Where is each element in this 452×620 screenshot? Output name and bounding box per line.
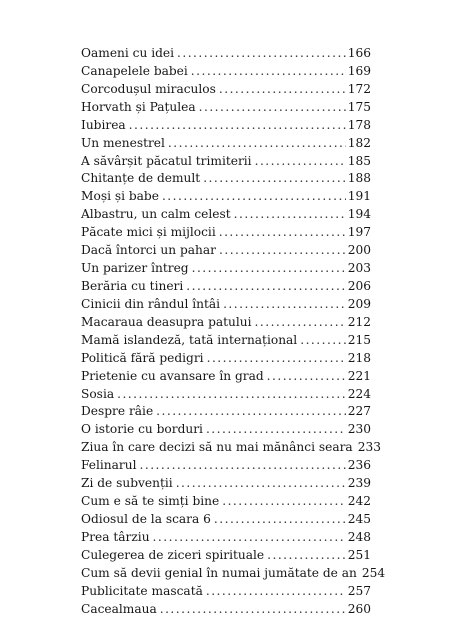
toc-entry-title: Horvath și Pațulea [81,99,196,114]
toc-entry-title: Cum e să te simți bine [81,494,220,509]
toc-entry [81,82,371,100]
toc-entry [81,565,386,584]
toc-dot-leader [214,512,346,526]
toc-entry-page-number: 185 [347,153,371,168]
toc-entry-title: Odiosul de la scara 6 [81,511,211,526]
toc-entry-page-number: 233 [357,440,381,455]
toc-dot-leader [177,46,346,60]
toc-entry-title: Mamă islandeză, tată internațional [81,332,298,347]
toc-entry-page-number: 175 [347,99,371,114]
toc-entry-title: Prea târziu [81,529,150,544]
toc-entry [81,46,371,64]
toc-entry-page-number: 260 [347,601,371,616]
toc-entry-page-number: 172 [347,81,371,96]
toc-entry-page-number: 251 [347,547,371,562]
toc-dot-leader [206,422,346,436]
toc-entry [81,333,371,351]
toc-entry-title: Cum să devii genial în numai jumătate de an [81,565,357,580]
toc-entry-title: Chitanțe de demult [81,171,201,186]
toc-entry [81,404,371,422]
toc-entry [81,261,371,279]
toc-entry-page-number: 248 [347,529,371,544]
toc-entry-page-number: 236 [347,458,371,473]
toc-dot-leader [267,369,346,383]
toc-entry-title: Un menestrel [81,135,165,150]
toc-dot-leader [191,64,346,78]
toc-dot-leader [206,584,346,598]
toc-entry-title: Zi de subvenții [81,476,173,491]
toc-entry-title: Dacă întorci un pahar [81,243,216,258]
toc-entry-title: A săvârșit păcatul trimiterii [81,153,252,168]
toc-entry-title: Despre râie [81,404,154,419]
toc-entry [81,207,371,225]
toc-entry-title: Cinicii din rândul întâi [81,296,221,311]
toc-dot-leader [219,243,346,257]
toc-dot-leader [300,333,346,347]
toc-entry-page-number: 215 [347,332,371,347]
toc-dot-leader [140,458,346,472]
toc-entry-title: Sosia [81,386,115,401]
toc-entry [81,279,371,297]
toc-entry-page-number: 209 [347,296,371,311]
toc-entry [81,512,371,530]
toc-entry [81,171,371,189]
toc-entry-title: Canapelele babei [81,63,188,78]
toc-dot-leader [255,154,346,168]
toc-entry-page-number: 203 [347,261,371,276]
toc-dot-leader [162,189,346,203]
toc-entry-title: Păcate mici și mijlocii [81,225,216,240]
toc-entry-page-number: 191 [347,189,371,204]
toc-entry [81,369,371,387]
toc-entry [81,225,371,243]
toc-entry-title: Felinarul [81,458,137,473]
toc-entry-title: Ziua în care decizi să nu mai mănânci seara [81,440,353,455]
table-of-contents [81,46,386,620]
toc-entry [81,189,371,207]
toc-entry-page-number: 227 [347,404,371,419]
toc-entry-title: Culegerea de ziceri spirituale [81,547,265,562]
toc-dot-leader [192,261,346,275]
toc-entry-page-number: 254 [361,565,386,580]
toc-entry-title: Albastru, un calm celest [81,207,231,222]
toc-dot-leader [234,207,346,221]
toc-entry-title: Moși și babe [81,189,159,204]
toc-entry [81,315,371,333]
toc-entry-page-number: 178 [347,117,371,132]
toc-dot-leader [129,118,346,132]
toc-entry-title: Cacealmaua [81,601,157,616]
toc-entry [81,584,371,602]
toc-entry-page-number: 218 [347,350,371,365]
toc-entry [81,243,371,261]
toc-entry-page-number: 197 [347,225,371,240]
toc-entry-page-number: 242 [347,494,371,509]
toc-entry-title: Prietenie cu avansare în grad [81,368,264,383]
toc-dot-leader [186,279,345,293]
toc-entry-page-number: 206 [347,278,371,293]
toc-entry-page-number: 188 [347,171,371,186]
toc-entry-page-number: 166 [347,46,371,60]
toc-entry-page-number: 230 [347,422,371,437]
toc-entry-title: Politică fără pedigri [81,350,204,365]
toc-entry-page-number: 212 [347,314,371,329]
toc-entry-title: Oameni cu idei [81,46,175,60]
toc-dot-leader [176,476,346,490]
toc-dot-leader [153,530,346,544]
toc-entry-title: Macaraua deasupra patului [81,314,252,329]
toc-entry [81,100,371,118]
toc-entry [81,440,381,458]
toc-dot-leader [219,225,346,239]
toc-entry [81,297,371,315]
toc-entry-title: O istorie cu borduri [81,422,203,437]
toc-entry [81,458,371,476]
toc-entry [81,136,371,154]
toc-entry [81,64,371,82]
toc-entry [81,602,371,620]
toc-entry-title: Berăria cu tineri [81,278,184,293]
toc-entry-page-number: 221 [347,368,371,383]
toc-dot-leader [168,136,346,150]
toc-entry [81,422,371,440]
toc-entry-title: Un parizer întreg [81,261,189,276]
toc-dot-leader [255,315,346,329]
toc-dot-leader [156,404,346,418]
toc-dot-leader [267,548,346,562]
toc-entry-page-number: 194 [347,207,371,222]
toc-dot-leader [199,100,346,114]
toc-entry [81,530,371,548]
toc-entry [81,118,371,136]
toc-entry-page-number: 224 [347,386,371,401]
toc-entry-page-number: 169 [347,63,371,78]
toc-entry [81,351,371,369]
toc-dot-leader [207,351,346,365]
toc-dot-leader [160,602,346,616]
toc-entry-title: Iubirea [81,117,126,132]
toc-entry-page-number: 245 [347,511,371,526]
toc-dot-leader [117,387,346,401]
toc-entry-title: Publicitate mascată [81,583,203,598]
toc-entry-page-number: 200 [347,243,371,258]
toc-entry-page-number: 182 [347,135,371,150]
toc-dot-leader [219,82,346,96]
toc-entry [81,387,371,405]
toc-dot-leader [203,171,346,185]
toc-entry [81,476,371,494]
toc-dot-leader [223,297,346,311]
toc-entry-page-number: 257 [347,583,371,598]
toc-entry-page-number: 239 [347,476,371,491]
toc-entry-title: Corcodușul miraculos [81,81,216,96]
toc-entry [81,494,371,512]
toc-dot-leader [222,494,346,508]
toc-entry [81,154,371,172]
toc-entry [81,548,371,566]
